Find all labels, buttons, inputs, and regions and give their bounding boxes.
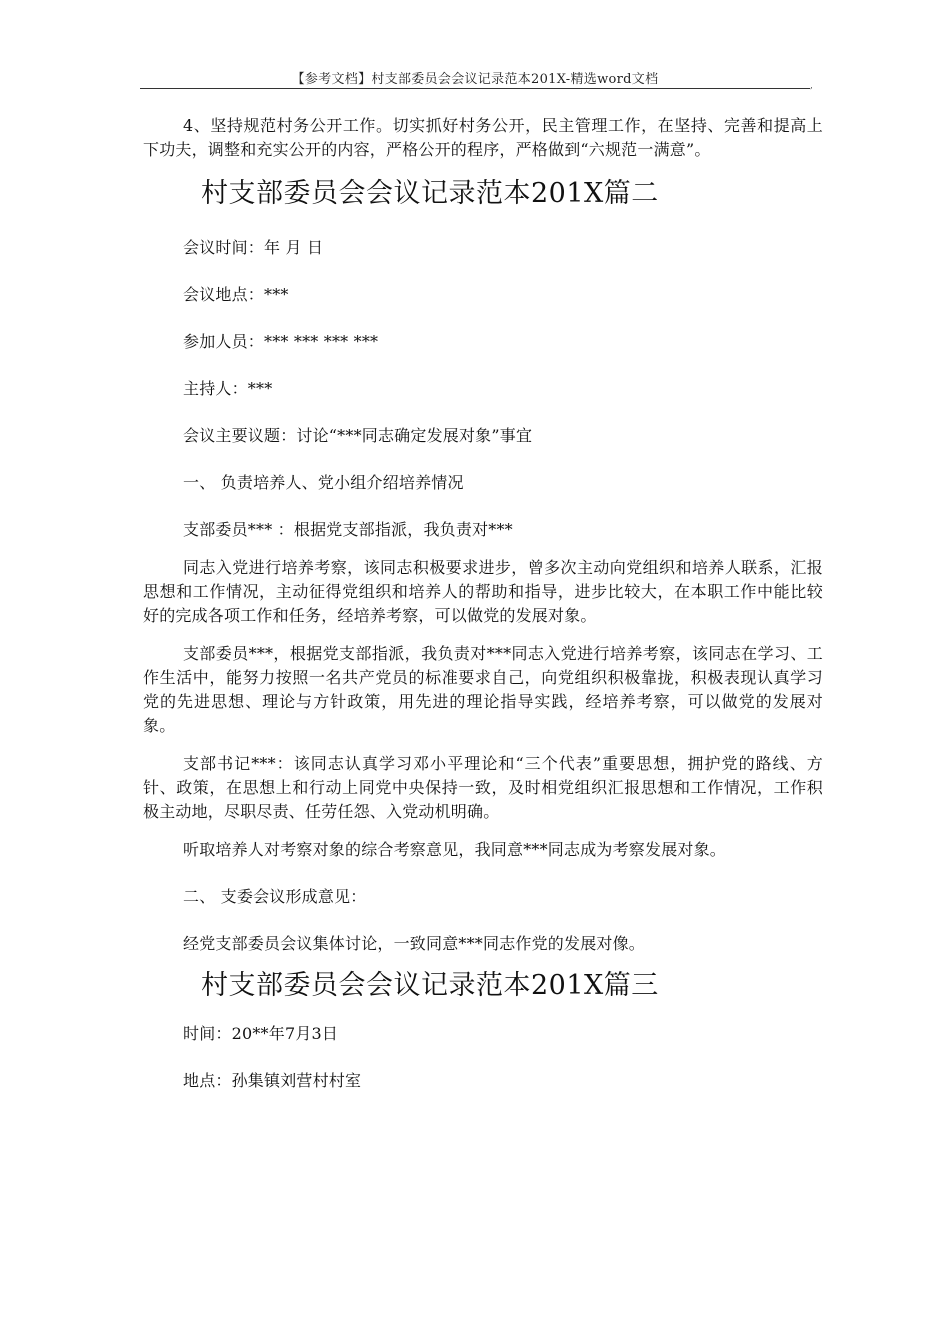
conclusion: 经党支部委员会议集体讨论，一致同意***同志作党的发展对像。 [183,934,646,953]
document-body [143,112,823,1093]
meeting-attendees: 参加人员：*** *** *** *** [183,332,379,351]
header-divider [140,88,810,89]
meeting-topic: 会议主要议题：讨论“***同志确定发展对象”事宜 [183,426,533,445]
meeting-place: 会议地点：*** [183,285,289,304]
section-3-title: 村支部委员会会议记录范本201X篇三 [201,970,659,1001]
meeting-host: 主持人：*** [183,379,273,398]
section-3-time: 时间：20**年7月3日 [183,1024,339,1043]
header-mark: , [810,81,813,91]
page-header: 【参考文档】村支部委员会会议记录范本201X-精选word文档 [291,72,659,87]
section-2-title: 村支部委员会会议记录范本201X篇二 [201,178,659,209]
intro-paragraph-4: 4、坚持规范村务公开工作。切实抓好村务公开，民主管理工作，在坚持、完善和提高上下功夫，调整和充实公开的内容，严格公开的程序，严格做到“六规范一满意”。 [143,116,823,159]
member-2-statement: 支部委员***，根据党支部指派，我负责对***同志入党进行培养考察，该同志在学习、工作生活中，能努力按照一名共产党员的标准要求自己，向党组织积极靠拢，积极表现认真学习党的先进思想、理论与方针政策，用先进的理论指导实践，经培养考察，可以做党的发展对象。 [143,644,823,735]
secretary-statement: 支部书记***：该同志认真学习邓小平理论和“三个代表”重要思想，拥护党的路线、方针、政策，在思想上和行动上同党中央保持一致，及时相党组织汇报思想和工作情况，工作积极主动地，尽职尽责、任劳任怨、入党动机明确。 [143,754,823,821]
agenda-item-2: 二、 支委会议形成意见： [183,887,367,906]
section-3-place: 地点：孙集镇刘营村村室 [183,1071,362,1090]
member-1-body: 同志入党进行培养考察，该同志积极要求进步，曾多次主动向党组织和培养人联系，汇报思想和工作情况，主动征得党组织和培养人的帮助和指导，进步比较大，在本职工作中能比较好的完成各项工作和任务，经培养考察，可以做党的发展对象。 [143,558,823,625]
agreement-statement: 听取培养人对考察对象的综合考察意见，我同意***同志成为考察发展对象。 [183,840,727,859]
agenda-item-1: 一、 负责培养人、党小组介绍培养情况 [183,473,464,492]
member-1-lead: 支部委员*** ：根据党支部指派，我负责对*** [183,520,513,539]
meeting-time: 会议时间：年 月 日 [183,238,324,257]
